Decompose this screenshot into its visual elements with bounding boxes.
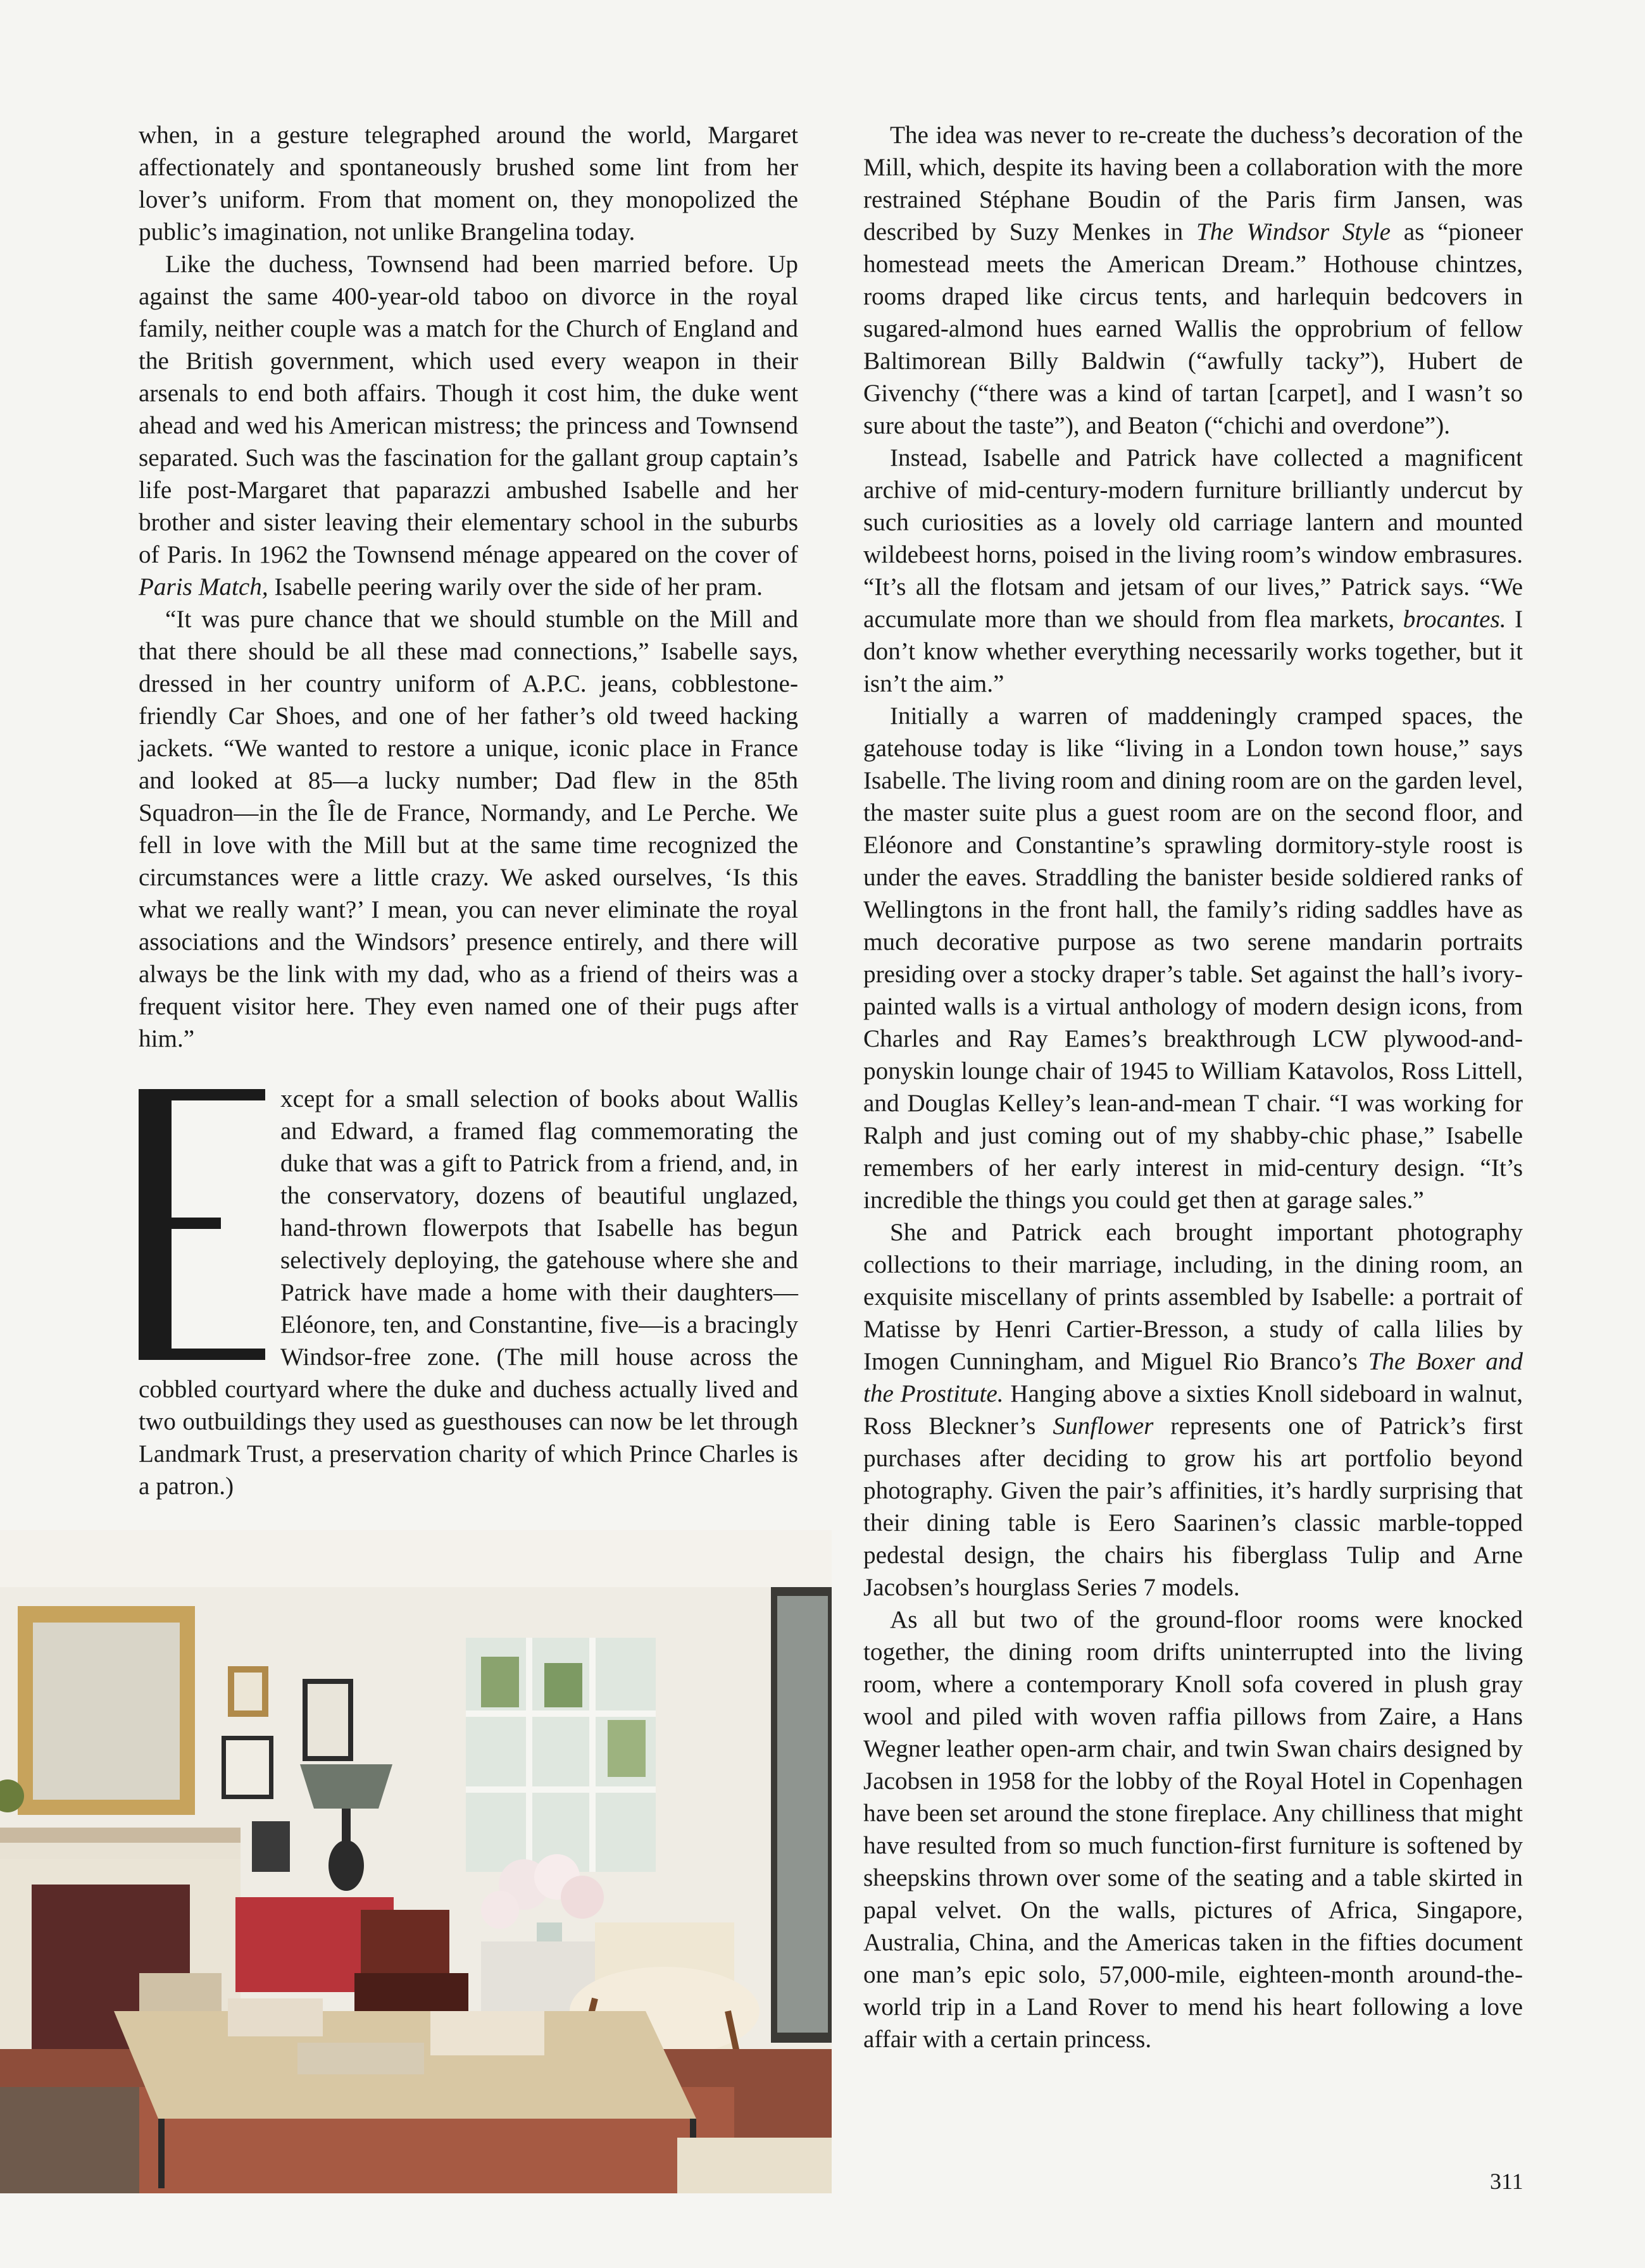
paragraph: As all but two of the ground-floor rooms were knocked together, the dining room drifts uninterrupted into the living room, where a contemporary Knoll sofa covered in plush gray wool and piled with woven raffia pillows from Zaire, a Hans Wegner leather open-arm chair, and twin Swan chairs designed by Jacobsen in 1958 for the lobby of the Royal Hotel in Copenhagen have been set around the stone fireplace. Any chilliness that might have resulted from so much function-first furniture is softened by sheepskins thrown over some of the seating and a table skirted in papal velvet. On the walls, pictures of Africa, Singapore, Australia, China, and the Americas taken in the fifties document one man’s epic solo, 57,000-mile, eighteen-month around-the-world trip in a Land Rover to mend his heart following a love affair with a certain princess.	[863, 1606, 1523, 2053]
paragraph: “It was pure chance that we should stumble on the Mill and that there should be all these mad connections,” Isabelle says, dressed in her country uniform of A.P.C. jeans, cobblestone-friendly Car Shoes, and one of her father’s old tweed hacking jackets. “We wanted to restore a unique, iconic place in France and looked at 85—a lucky number; Dad flew in the 85th Squadron—in the Île de France, Normandy, and Le Perche. We fell in love with the Mill but at the same time recognized the circumstances were a little crazy. We asked ourselves, ‘Is this what we really want?’ I mean, you can never eliminate the royal associations and the Windsors’ presence entirely, and there will always be the link with my dad, who as a friend of theirs was a frequent visitor here. They even named one of their pugs after him.”	[139, 606, 798, 1052]
italic-title: The Windsor Style	[1196, 218, 1391, 246]
dropcap-letter-e	[139, 1089, 265, 1360]
paragraph: when, in a gesture telegraphed around the world, Margaret affectionately and spontaneously brushed some lint from her lover’s uniform. From that moment on, they monopolized the public’s imagination, not unlike Brangelina today.	[139, 122, 798, 246]
paragraph: xcept for a small selection of books about Wallis and Edward, a framed flag commemorating the duke that was a gift to Patrick from a friend, and, in the conservatory, dozens of beautiful unglazed, hand-thrown flowerpots that Isabelle has begun selectively deploying, the gatehouse where she and Patrick have made a home with their daughters—Eléonore, ten, and Constantine, five—is a bracingly Windsor-free zone. (The mill house across the cobbled courtyard where the duke and duchess actually lived and two outbuildings they used as guesthouses can now be let through Landmark Trust, a preservation charity of which Prince Charles is a patron.)	[139, 1085, 798, 1500]
paragraph: Instead, Isabelle and Patrick have collected a magnificent archive of mid-century-modern furniture brilliantly undercut by such curiosities as a lovely old carriage lantern and mounted wildebeest horns, poised in the living room’s window embrasures. “It’s all the flotsam and jetsam of our lives,” Patrick says. “We accumulate more than we should from flea markets, brocantes. I don’t know whether everything necessarily works together, but it isn’t the aim.”	[863, 444, 1523, 697]
italic-word: brocantes.	[1403, 606, 1506, 633]
italic-title: The Boxer and the Prostitute.	[863, 1348, 1523, 1407]
dropcap-paragraph	[139, 1083, 798, 1502]
paragraph: Initially a warren of maddeningly cramped spaces, the gatehouse today is like “living in a London town house,” says Isabelle. The living room and dining room are on the garden level, the master suite plus a guest room are on the second floor, and Eléonore and Constantine’s sprawling dormitory-style roost is under the eaves. Straddling the banister beside soldiered ranks of Wellingtons in the front hall, the family’s riding saddles have as much decorative purpose as two serene mandarin portraits presiding over a stocky draper’s table. Set against the hall’s ivory-painted walls is a virtual anthology of modern design icons, from Charles and Ray Eames’s breakthrough LCW plywood-and-ponyskin lounge chair of 1945 to William Katavolos, Ross Littell, and Douglas Kelley’s lean-and-mean T chair. “I was working for Ralph and just coming out of my shabby-chic phase,” Isabelle remembers of her early interest in mid-century design. “It’s incredible the things you could get then at garage sales.”	[863, 702, 1523, 1214]
italic-title: Paris Match,	[139, 573, 268, 601]
right-column	[863, 119, 1523, 2055]
page-number: 311	[1490, 2169, 1523, 2194]
left-column	[139, 119, 798, 1502]
paragraph: The idea was never to re-create the duchess’s decoration of the Mill, which, despite its having been a collaboration with the more restrained Stéphane Boudin of the Paris firm Jansen, was described by Suzy Menkes in The Windsor Style as “pioneer homestead meets the American Dream.” Hothouse chintzes, rooms draped like circus tents, and harlequin bedcovers in sugared-almond hues earned Wallis the opprobrium of fellow Baltimorean Billy Baldwin (“awfully tacky”), Hubert de Givenchy (“there was a kind of tartan [carpet], and I wasn’t so sure about the taste”), and Beaton (“chichi and overdone”).	[863, 122, 1523, 439]
italic-title: Sunflower	[1053, 1412, 1154, 1440]
living-room-photo	[0, 1530, 832, 2193]
paragraph: Like the duchess, Townsend had been married before. Up against the same 400-year-old taboo on divorce in the royal family, neither couple was a match for the Church of England and the British government, which used every weapon in their arsenals to end both affairs. Though it cost him, the duke went ahead and wed his American mistress; the princess and Townsend separated. Such was the fascination for the gallant group captain’s life post-Margaret that paparazzi ambushed Isabelle and her brother and sister leaving their elementary school in the suburbs of Paris. In 1962 the Townsend ménage appeared on the cover of Paris Match, Isabelle peering warily over the side of her pram.	[139, 251, 798, 601]
paragraph: She and Patrick each brought important photography collections to their marriage, including, in the dining room, an exquisite miscellany of prints assembled by Isabelle: a portrait of Matisse by Henri Cartier-Bresson, a study of calla lilies by Imogen Cunningham, and Miguel Rio Branco’s The Boxer and the Prostitute. Hanging above a sixties Knoll sideboard in walnut, Ross Bleckner’s Sunflower represents one of Patrick’s first purchases after deciding to grow his art portfolio beyond photography. Given the pair’s affinities, it’s hardly surprising that their dining table is Eero Saarinen’s classic marble-topped pedestal design, the chairs his fiberglass Tulip and Arne Jacobsen’s hourglass Series 7 models.	[863, 1219, 1523, 1601]
